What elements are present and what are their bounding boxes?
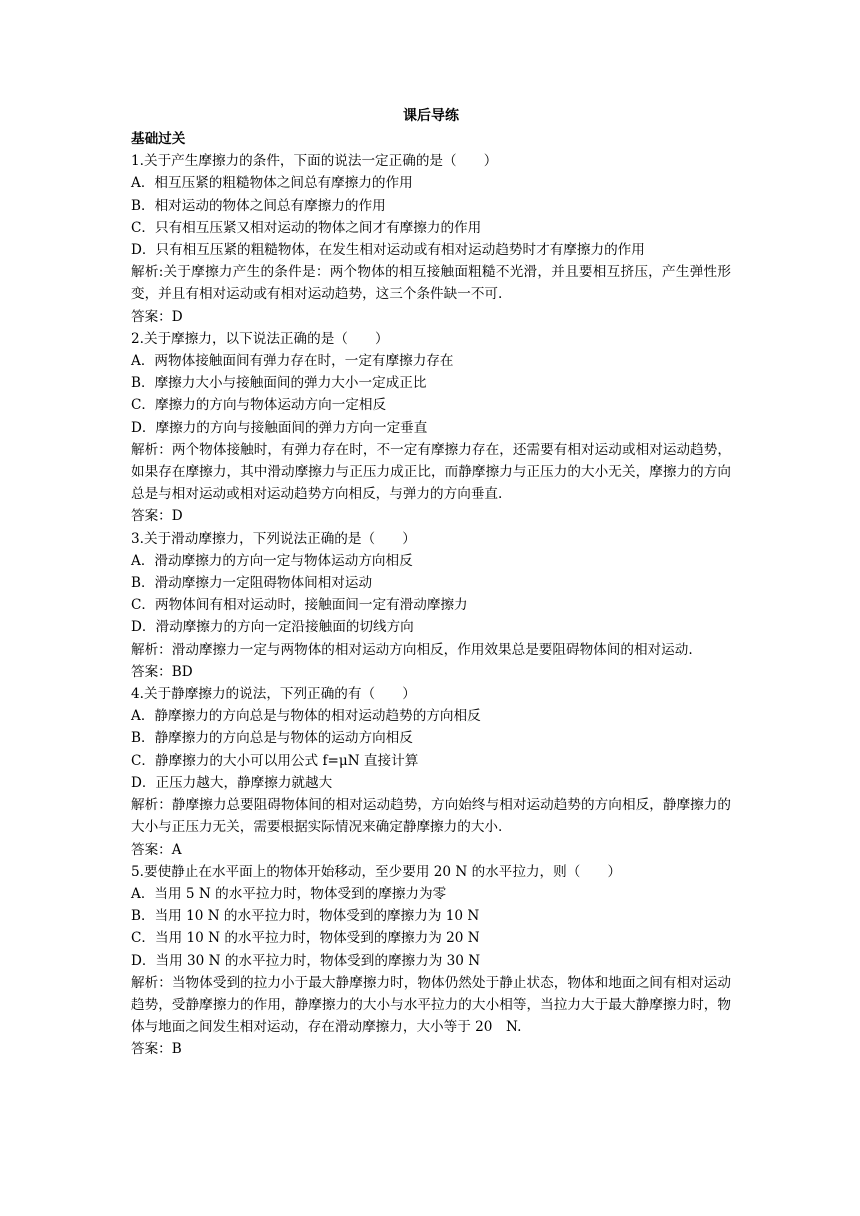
option-c: C．两物体间有相对运动时，接触面间一定有滑动摩擦力 <box>131 597 468 614</box>
analysis-text: 解析:关于摩擦力产生的条件是：两个物体的相互接触面粗糙不光滑，并且要相互挤压，产生弹性形变，并且有相对运动或有相对运动趋势，这三个条件缺一不可. <box>131 264 731 303</box>
question-stem: 1.关于产生摩擦力的条件，下面的说法一定正确的是（ ） <box>131 153 498 170</box>
option-b: B．相对运动的物体之间总有摩擦力的作用 <box>131 197 386 214</box>
question-1 <box>131 150 731 328</box>
option-c: C．当用 10 N 的水平拉力时，物体受到的摩擦力为 20 N <box>131 930 480 947</box>
answer-text: 答案：D <box>131 308 183 325</box>
analysis-text: 解析：静摩擦力总要阻碍物体间的相对运动趋势，方向始终与相对运动趋势的方向相反，静摩擦力的大小与正压力无关，需要根据实际情况来确定静摩擦力的大小. <box>131 797 731 836</box>
question-3 <box>131 528 731 683</box>
section-heading: 基础过关 <box>131 131 186 147</box>
question-4 <box>131 683 731 861</box>
question-stem: 3.关于滑动摩擦力，下列说法正确的是（ ） <box>131 530 416 547</box>
option-d: D．只有相互压紧的粗糙物体，在发生相对运动或有相对运动趋势时才有摩擦力的作用 <box>131 242 645 259</box>
option-c: C．摩擦力的方向与物体运动方向一定相反 <box>131 397 387 414</box>
page-title: 课后导练 <box>403 108 459 124</box>
option-a: A．静摩擦力的方向总是与物体的相对运动趋势的方向相反 <box>131 708 481 725</box>
option-a: A．当用 5 N 的水平拉力时，物体受到的摩擦力为零 <box>131 885 447 902</box>
option-b: B．当用 10 N 的水平拉力时，物体受到的摩擦力为 10 N <box>131 908 480 925</box>
option-d: D．摩擦力的方向与接触面间的弹力方向一定垂直 <box>131 419 428 436</box>
analysis-text: 解析：滑动摩擦力一定与两物体的相对运动方向相反，作用效果总是要阻碍物体间的相对运动. <box>131 641 693 658</box>
analysis-text: 解析：两个物体接触时，有弹力存在时，不一定有摩擦力存在，还需要有相对运动或相对运动趋势，如果存在摩擦力，其中滑动摩擦力与正压力成正比，而静摩擦力与正压力的大小无关，摩擦力的方向总是与相对运动或相对运动趋势方向相反，与弹力的方向垂直. <box>131 441 731 503</box>
option-a: A．相互压紧的粗糙物体之间总有摩擦力的作用 <box>131 175 413 192</box>
question-5 <box>131 861 731 1061</box>
analysis-text: 解析：当物体受到的拉力小于最大静摩擦力时，物体仍然处于静止状态，物体和地面之间有相对运动趋势，受静摩擦力的作用，静摩擦力的大小与水平拉力的大小相等，当拉力大于最大静摩擦力时，物体与地面之间发生相对运动，存在滑动摩擦力，大小等于 20 N. <box>131 974 731 1036</box>
option-a: A．两物体接触面间有弹力存在时，一定有摩擦力存在 <box>131 353 454 370</box>
option-d: D．正压力越大，静摩擦力就越大 <box>131 774 333 791</box>
option-c: C．只有相互压紧又相对运动的物体之间才有摩擦力的作用 <box>131 219 482 236</box>
document-body <box>131 106 731 1061</box>
option-a: A．滑动摩擦力的方向一定与物体运动方向相反 <box>131 552 413 569</box>
answer-text: 答案：A <box>131 841 182 858</box>
option-d: D．当用 30 N 的水平拉力时，物体受到的摩擦力为 30 N <box>131 952 481 969</box>
option-b: B．滑动摩擦力一定阻碍物体间相对运动 <box>131 575 373 592</box>
question-2 <box>131 328 731 528</box>
question-stem: 5.要使静止在水平面上的物体开始移动，至少要用 20 N 的水平拉力，则（ ） <box>131 863 622 880</box>
option-b: B．摩擦力大小与接触面间的弹力大小一定成正比 <box>131 375 427 392</box>
answer-text: 答案：D <box>131 508 183 525</box>
option-c: C．静摩擦力的大小可以用公式 f=μN 直接计算 <box>131 752 419 769</box>
option-b: B．静摩擦力的方向总是与物体的运动方向相反 <box>131 730 413 747</box>
answer-text: 答案：BD <box>131 663 193 680</box>
question-stem: 4.关于静摩擦力的说法，下列正确的有（ ） <box>131 686 416 703</box>
option-d: D．滑动摩擦力的方向一定沿接触面的切线方向 <box>131 619 414 636</box>
question-stem: 2.关于摩擦力，以下说法正确的是（ ） <box>131 330 389 347</box>
answer-text: 答案：B <box>131 1041 182 1058</box>
